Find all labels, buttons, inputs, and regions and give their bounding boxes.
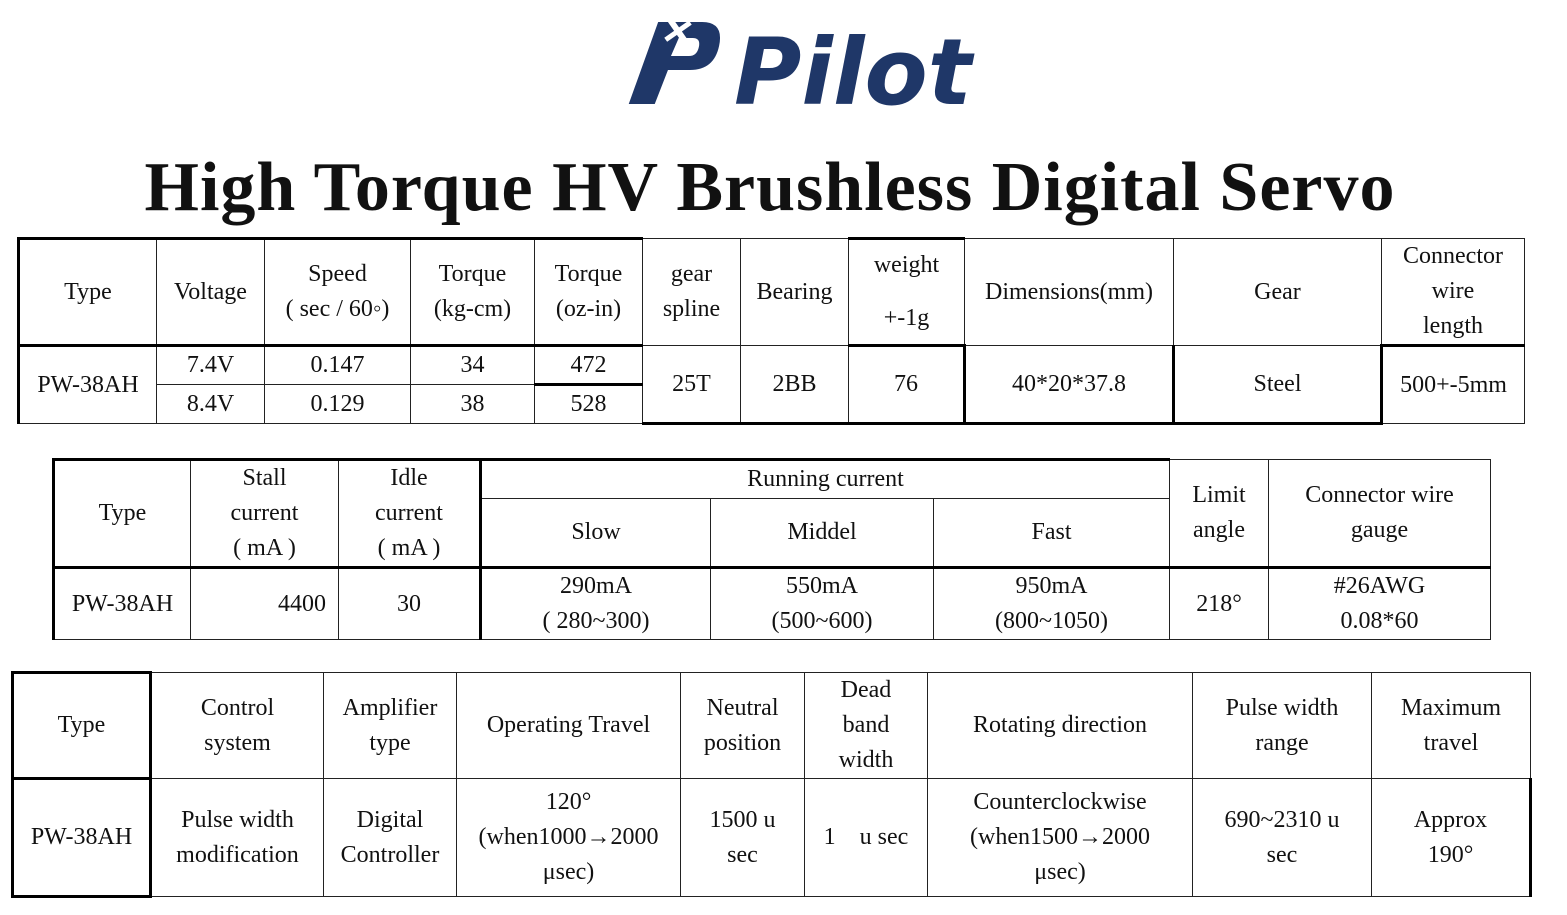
current-limit-angle: 218° <box>1170 568 1269 640</box>
current-header-stall: Stall current ( mA ) <box>191 460 339 568</box>
current-type: PW-38AH <box>54 568 191 640</box>
control-header-type: Type <box>13 673 151 779</box>
current-header-type: Type <box>54 460 191 568</box>
page-title: High Torque HV Brushless Digital Servo <box>144 149 1396 226</box>
control-control-system: Pulse width modification <box>151 779 324 897</box>
spec-speed-2: 0.129 <box>265 385 411 424</box>
current-stall: 4400 <box>191 568 339 640</box>
spec-header-row <box>19 239 1525 346</box>
spec-header-voltage: Voltage <box>157 239 265 346</box>
current-fast: 950mA (800~1050) <box>934 568 1170 640</box>
control-pulse-range: 690~2310 u sec <box>1193 779 1372 897</box>
spec-header-type: Type <box>19 239 157 346</box>
control-header-dead-band: Dead band width <box>805 673 928 779</box>
spec-header-weight: weight +-1g <box>849 239 965 346</box>
current-header-slow: Slow <box>481 498 711 567</box>
control-type: PW-38AH <box>13 779 151 897</box>
spec-header-connector-length: Connector wire length <box>1382 239 1525 346</box>
control-max-travel: Approx 190° <box>1372 779 1531 897</box>
spec-header-speed: Speed ( sec / 60◦) <box>265 239 411 346</box>
spec-connector-length: 500+-5mm <box>1382 346 1525 424</box>
spec-header-torque-oz: Torque (oz-in) <box>535 239 643 346</box>
current-gauge: #26AWG 0.08*60 <box>1269 568 1491 640</box>
spec-torque-kg-2: 38 <box>411 385 535 424</box>
control-operating-travel: 120° (when1000→2000 μsec) <box>457 779 681 897</box>
control-neutral: 1500 u sec <box>681 779 805 897</box>
spec-dimensions: 40*20*37.8 <box>965 346 1174 424</box>
spec-weight: 76 <box>849 346 965 424</box>
spec-voltage-1: 7.4V <box>157 346 265 385</box>
control-table <box>11 671 1532 898</box>
control-header-neutral: Neutral position <box>681 673 805 779</box>
spec-voltage-2: 8.4V <box>157 385 265 424</box>
control-header-rotating: Rotating direction <box>928 673 1193 779</box>
current-header-limit-angle: Limit angle <box>1170 460 1269 568</box>
spec-torque-oz-2: 528 <box>535 385 643 424</box>
control-rotating: Counterclockwise (when1500→2000 μsec) <box>928 779 1193 897</box>
current-header-fast: Fast <box>934 498 1170 567</box>
control-header-row <box>13 673 1531 779</box>
control-header-operating-travel: Operating Travel <box>457 673 681 779</box>
current-header-gauge: Connector wire gauge <box>1269 460 1491 568</box>
current-header-middle: Middel <box>711 498 934 567</box>
logo-text: Pilot <box>734 19 972 126</box>
spec-bearing: 2BB <box>741 346 849 424</box>
control-header-control-system: Control system <box>151 673 324 779</box>
control-header-amplifier: Amplifier type <box>324 673 457 779</box>
current-idle: 30 <box>339 568 481 640</box>
spec-torque-kg-1: 34 <box>411 346 535 385</box>
control-amplifier: Digital Controller <box>324 779 457 897</box>
current-middle: 550mA (500~600) <box>711 568 934 640</box>
pilot-logo <box>620 4 972 126</box>
spec-row-1 <box>19 346 1525 385</box>
spec-torque-oz-1: 472 <box>535 346 643 385</box>
spec-header-gear-spline: gear spline <box>643 239 741 346</box>
control-data-row <box>13 779 1531 897</box>
control-header-max-travel: Maximum travel <box>1372 673 1531 779</box>
spec-header-bearing: Bearing <box>741 239 849 346</box>
current-table <box>52 458 1491 640</box>
spec-speed-1: 0.147 <box>265 346 411 385</box>
control-dead-band: 1 u sec <box>805 779 928 897</box>
spec-header-gear: Gear <box>1174 239 1382 346</box>
current-header-idle: Idle current ( mA ) <box>339 460 481 568</box>
current-slow: 290mA ( 280~300) <box>481 568 711 640</box>
spec-type: PW-38AH <box>19 346 157 424</box>
current-header-running: Running current <box>481 460 1170 499</box>
spec-header-torque-kg: Torque (kg-cm) <box>411 239 535 346</box>
spec-gear-spline: 25T <box>643 346 741 424</box>
control-header-pulse-range: Pulse width range <box>1193 673 1372 779</box>
current-data-row <box>54 568 1491 640</box>
spec-gear: Steel <box>1174 346 1382 424</box>
airplane-logo-icon <box>620 4 972 126</box>
current-header-row-1 <box>54 460 1491 499</box>
spec-header-dimensions: Dimensions(mm) <box>965 239 1174 346</box>
spec-table <box>17 237 1525 425</box>
